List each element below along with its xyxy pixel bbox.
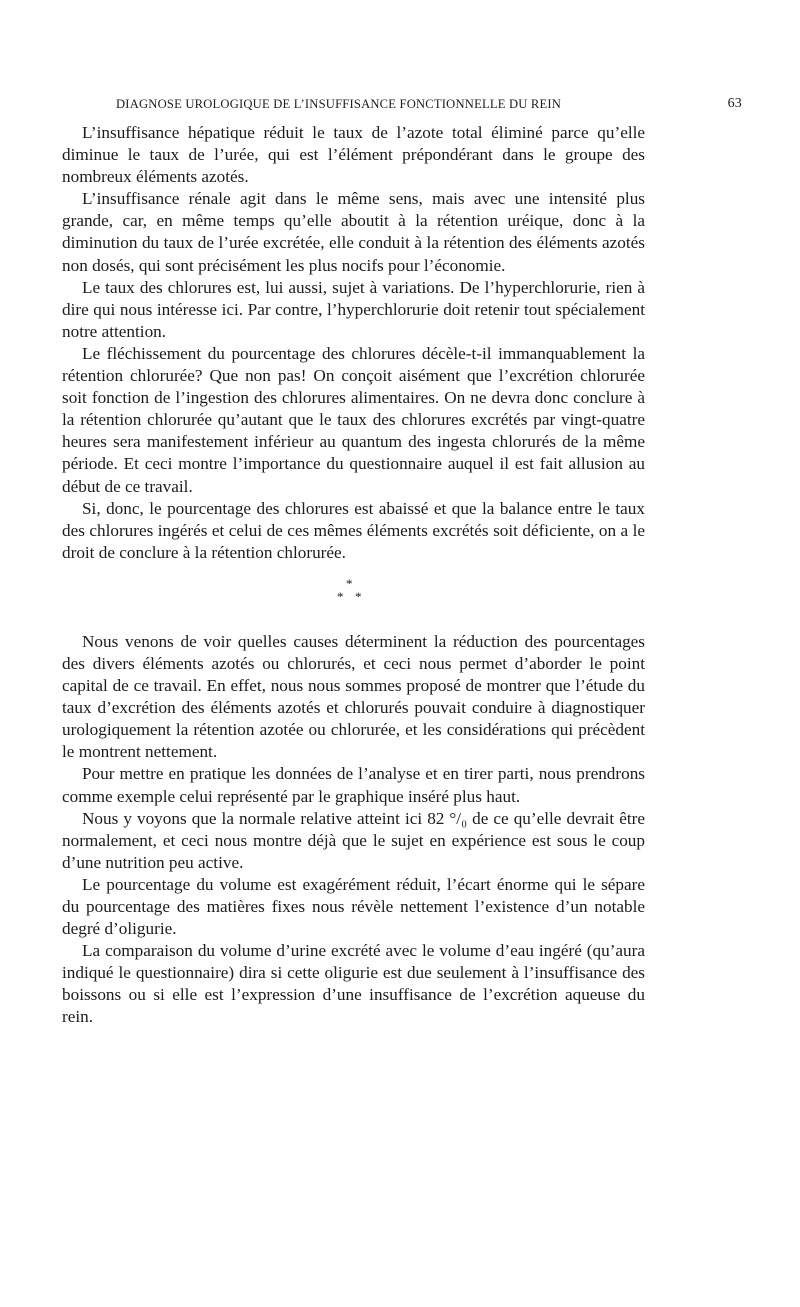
paragraph: La comparaison du volume d’urine excrété avec le volume d’eau ingéré (qu’aura indiqué le questionnaire) dira si cette oligurie est due seulement à l’insuffisance des boissons ou si elle est l’expression d’une insuffisance de l’excrétion aqueuse du rein. (62, 941, 645, 1027)
section-break-asterism (333, 575, 373, 613)
paragraph: Le pourcentage du volume est exagérément réduit, l’écart énorme qui le sépare du pourcentage des matières fixes nous révèle nettement l’existence d’un notable degré d’oligurie. (62, 874, 645, 939)
paragraph: Nous venons de voir quelles causes déterminent la réduction des pourcentages des divers éléments azotés ou chlorurés, et ceci nous permet d’aborder le point capital de ce travail. En effet, nous nous sommes proposé de montrer que l’étude du taux d’excrétion des éléments azotés et chlorurés pouvait conduire à diagnostiquer urologiquement la rétention azotée ou chlorurée, et les considérations qui précèdent le montrent nettement. (62, 631, 645, 762)
running-head (116, 93, 742, 115)
asterism-star: * (355, 588, 362, 604)
paragraph: Le taux des chlorures est, lui aussi, sujet à variations. De l’hyperchlorurie, rien à dire qui nous intéresse ici. Par contre, l’hyperchlorurie doit retenir tout spécialement notre attention. (62, 277, 645, 341)
paragraph: Si, donc, le pourcentage des chlorures est abaissé et que la balance entre le taux des chlorures ingérés et celui de ces mêmes éléments excrétés soit déficiente, on a le droit de conclure à la rétention chlorurée. (62, 498, 645, 562)
running-title: DIAGNOSE UROLOGIQUE DE L’INSUFFISANCE FONCTIONNELLE DU REIN (116, 97, 562, 111)
asterism-star: * (337, 588, 344, 604)
asterism-star: * (346, 575, 353, 591)
paragraph: L’insuffisance hépatique réduit le taux de l’azote total éliminé parce qu’elle diminue le taux de l’urée, qui est l’élément prépondérant dans le groupe des nombreux éléments azotés. (62, 123, 645, 187)
paragraph: L’insuffisance rénale agit dans le même sens, mais avec une intensité plus grande, car, en même temps qu’elle aboutit à la rétention uréique, donc à la diminution du taux de l’urée excrétée, elle conduit à la rétention des éléments azotés non dosés, qui sont précisément les plus nocifs pour l’économie. (62, 189, 645, 275)
paragraph: Le fléchissement du pourcentage des chlorures décèle-t-il immanquablement la rétention chlorurée? Que non pas! On conçoit aisément que l’excrétion chlorurée soit fonction de l’ingestion des chlorures alimentaires. On ne devra donc conclure à la rétention chlorurée qu’autant que le taux des chlorures excrétés par vingt-quatre heures sera manifestement inférieur au quantum des ingesta chlorurés de la même période. Et ceci montre l’importance du questionnaire auquel il est fait allusion au début de ce travail. (62, 343, 645, 496)
paragraph: Pour mettre en pratique les données de l’analyse et en tirer parti, nous prendrons comme exemple celui représenté par le graphique inséré plus haut. (62, 764, 645, 806)
paragraph: Nous y voyons que la normale relative atteint ici 82 °/₀ de ce qu’elle devrait être normalement, et ceci nous montre déjà que le sujet en expérience est sous le coup d’une nutrition peu active. (62, 808, 645, 872)
body-text (62, 122, 645, 1029)
page-number: 63 (727, 96, 742, 111)
